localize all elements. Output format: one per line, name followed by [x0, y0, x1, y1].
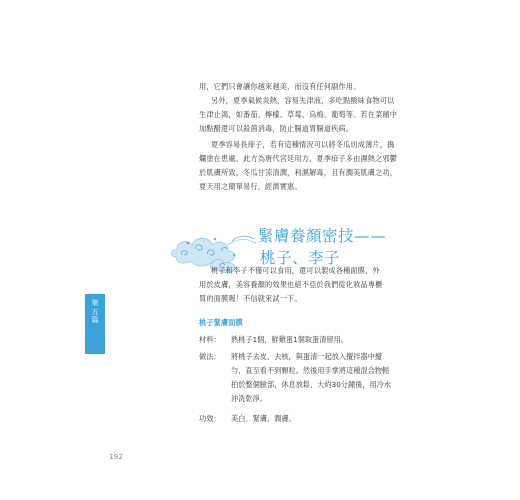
- section-title: [258, 225, 386, 269]
- text-line: 用，它們只會讓你越來越美，而沒有任何副作用。: [199, 82, 361, 91]
- chapter-tab: [85, 294, 105, 354]
- materials-text: [231, 333, 419, 347]
- effect-label: 功效：: [199, 414, 221, 423]
- effect-text: [231, 412, 419, 426]
- chapter-label: [89, 299, 101, 325]
- text-line: 美白、緊膚、潤膚。: [231, 414, 296, 423]
- text-line: 於肌膚所致，冬瓜甘涼清潤，利濕解毒，且有潤美肌膚之功，: [199, 168, 398, 177]
- text-line: 加點醋還可以殺菌消毒，防止腸道胃腸道疾病。: [199, 124, 354, 133]
- text-line: 用於皮膚，美容養顏的效果也絕不亞於我們從化妝品專櫃: [199, 280, 383, 289]
- text-line: 將桃子去皮、去核，與蛋清一起放入攪拌器中攪: [231, 352, 382, 361]
- text-line: 夏季容易長痱子，若有這種情況可以將冬瓜切成薄片，搗: [211, 140, 395, 149]
- chapter-char: 五: [91, 307, 99, 316]
- text-line: 熟桃子1個，鮮雞蛋1個取蛋清留用。: [231, 335, 348, 344]
- recipe-materials: [199, 333, 419, 347]
- intro-paragraph: [199, 264, 412, 306]
- body-paragraph-3: [199, 138, 412, 194]
- text-line: 桃子和李子不僅可以食用，還可以製成各種面膜，外: [211, 266, 380, 275]
- text-line: 夏天用之簡單易行，經濟實惠。: [199, 182, 302, 191]
- chapter-char: 篇: [91, 316, 99, 324]
- chapter-char: 第: [91, 299, 99, 307]
- recipe-heading: 桃子緊膚面膜: [199, 318, 243, 327]
- page-number: 192: [109, 453, 124, 461]
- materials-label: 材料：: [199, 335, 221, 344]
- recipe-method: [199, 350, 419, 406]
- text-line: 拍於整個臉部，休息放鬆，大約30分鐘後，用冷水: [231, 380, 392, 389]
- method-label: 做法：: [199, 352, 221, 361]
- text-line: 生津止渴，如番茄、檸檬、草莓、烏梅、葡萄等。若在菜餚中: [199, 110, 398, 119]
- text-line: 爛塗在患處。此方為唐代宮廷用方，夏季痱子多由濕熱之邪鬱: [199, 154, 398, 163]
- body-paragraph-1: [199, 80, 412, 94]
- body-paragraph-2: [199, 94, 412, 136]
- text-line: 勻，直至看不到顆粒。然後用手掌將這種混合物輕: [231, 366, 390, 375]
- text-line: 沖洗乾淨。: [231, 394, 267, 403]
- section-title-line-2: 桃子、李子: [260, 249, 341, 267]
- section-title-line-1: 緊膚養顏密技——: [258, 227, 387, 245]
- text-line: 買的面膜喔！不信就來試一下。: [199, 294, 302, 303]
- recipe-effect: [199, 412, 419, 426]
- text-line: 另外，夏季氣候炎熱，容易失津液，多吃點酸味食物可以: [211, 96, 395, 105]
- method-text: [231, 350, 419, 406]
